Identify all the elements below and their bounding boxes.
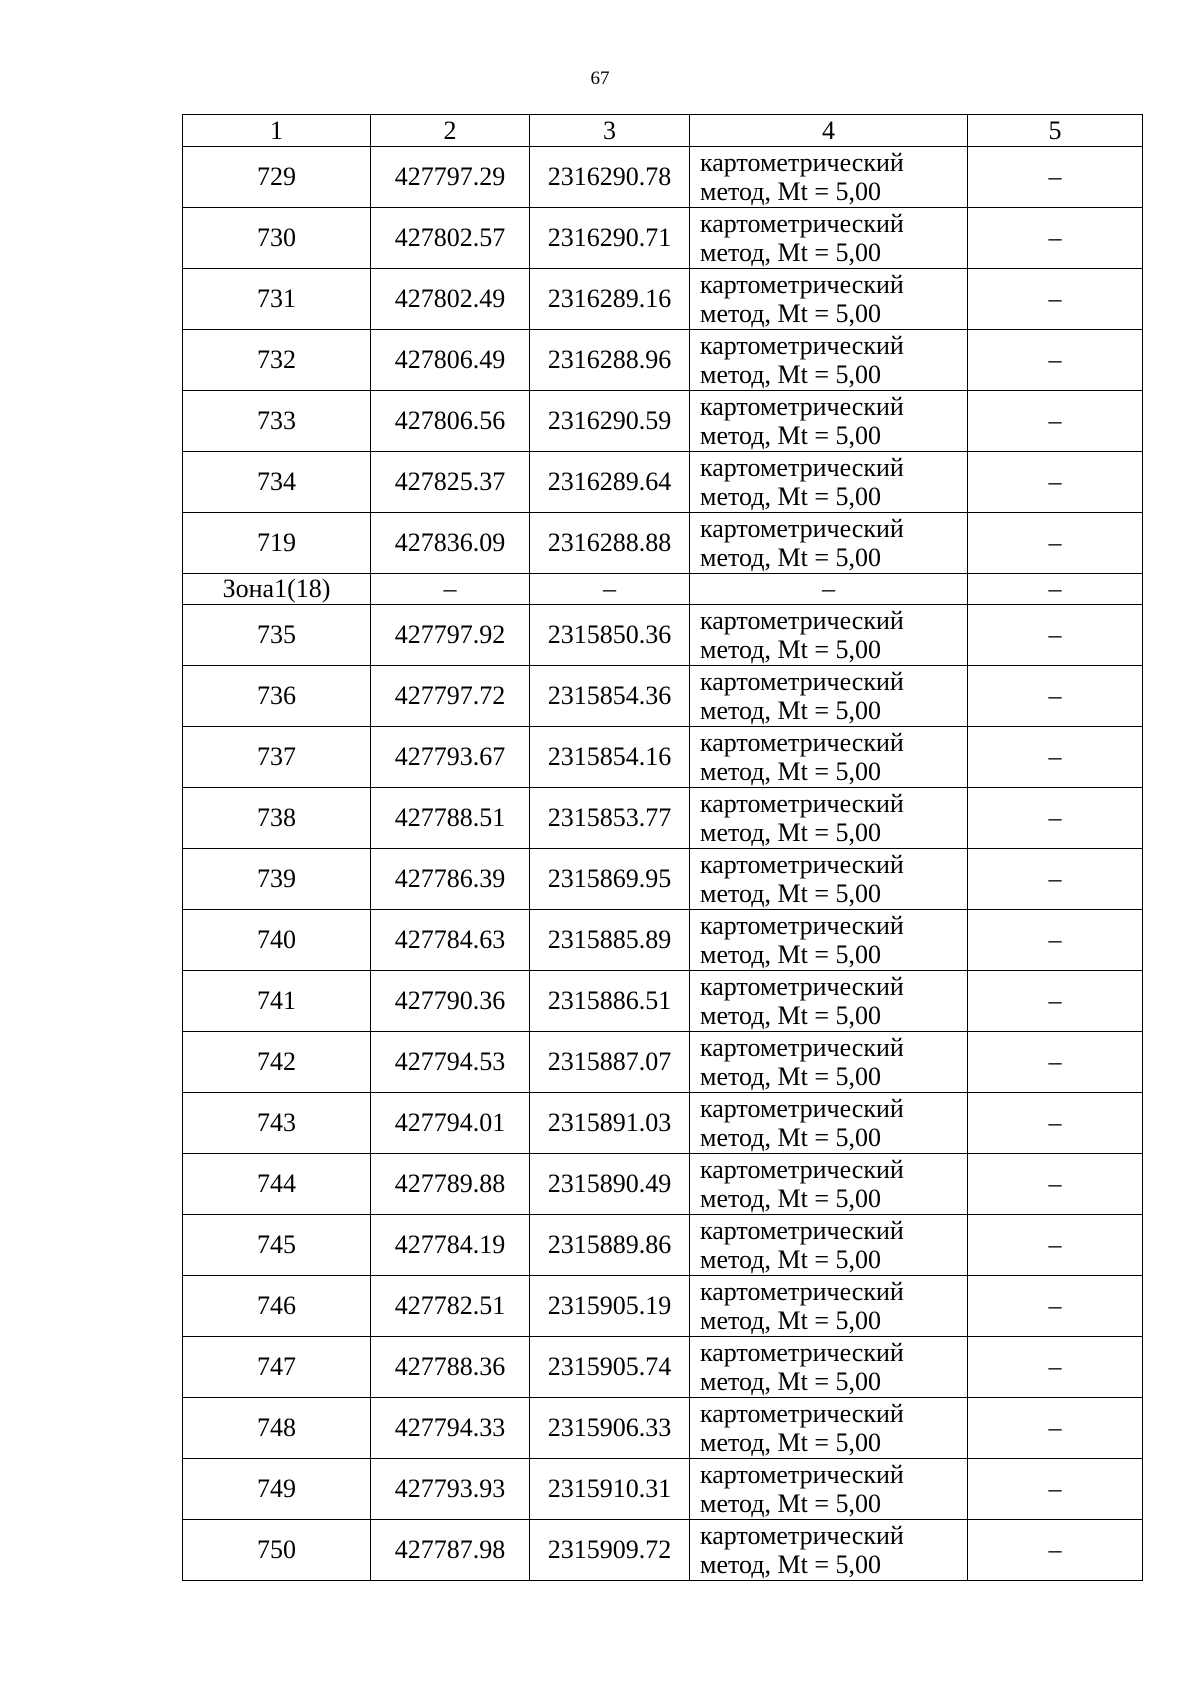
table-row — [183, 1154, 1143, 1215]
method-line-1: картометрический — [700, 1338, 904, 1367]
x-coordinate-cell: 427784.19 — [371, 1215, 530, 1276]
method-line-2: метод, Mt = 5,00 — [700, 1367, 881, 1396]
point-number-cell: 736 — [183, 666, 371, 727]
method-cell — [690, 1337, 968, 1398]
y-coordinate-cell: 2315885.89 — [530, 910, 690, 971]
y-coordinate-cell: 2316290.71 — [530, 208, 690, 269]
point-number-cell: 740 — [183, 910, 371, 971]
method-line-1: картометрический — [700, 667, 904, 696]
table-row — [183, 330, 1143, 391]
note-cell: – — [968, 788, 1143, 849]
point-number-cell: 747 — [183, 1337, 371, 1398]
method-cell — [690, 971, 968, 1032]
method-line-2: метод, Mt = 5,00 — [700, 879, 881, 908]
table-row — [183, 910, 1143, 971]
method-line-2: метод, Mt = 5,00 — [700, 299, 881, 328]
note-cell: – — [968, 666, 1143, 727]
x-coordinate-cell: 427802.49 — [371, 269, 530, 330]
y-coordinate-cell: 2315889.86 — [530, 1215, 690, 1276]
method-cell — [690, 330, 968, 391]
point-number-cell: 744 — [183, 1154, 371, 1215]
table-row — [183, 788, 1143, 849]
page-number: 67 — [590, 68, 610, 89]
point-number-cell: 734 — [183, 452, 371, 513]
zone-row — [183, 574, 1143, 605]
point-number-cell: 730 — [183, 208, 371, 269]
method-cell — [690, 452, 968, 513]
note-cell: – — [968, 208, 1143, 269]
x-coordinate-cell: – — [371, 574, 530, 605]
method-cell — [690, 666, 968, 727]
point-number-cell: 748 — [183, 1398, 371, 1459]
x-coordinate-cell: 427794.53 — [371, 1032, 530, 1093]
y-coordinate-cell: 2315854.16 — [530, 727, 690, 788]
method-line-1: картометрический — [700, 1521, 904, 1550]
table-row — [183, 513, 1143, 574]
x-coordinate-cell: 427782.51 — [371, 1276, 530, 1337]
y-coordinate-cell: 2315853.77 — [530, 788, 690, 849]
x-coordinate-cell: 427836.09 — [371, 513, 530, 574]
note-cell: – — [968, 910, 1143, 971]
x-coordinate-cell: 427794.01 — [371, 1093, 530, 1154]
method-line-2: метод, Mt = 5,00 — [700, 1428, 881, 1457]
x-coordinate-cell: 427797.92 — [371, 605, 530, 666]
method-cell — [690, 1459, 968, 1520]
x-coordinate-cell: 427784.63 — [371, 910, 530, 971]
method-cell — [690, 147, 968, 208]
method-cell — [690, 513, 968, 574]
table-row — [183, 147, 1143, 208]
method-cell — [690, 605, 968, 666]
note-cell: – — [968, 452, 1143, 513]
y-coordinate-cell: 2315906.33 — [530, 1398, 690, 1459]
table-body — [183, 147, 1143, 1581]
method-cell — [690, 727, 968, 788]
y-coordinate-cell: 2315890.49 — [530, 1154, 690, 1215]
method-line-2: метод, Mt = 5,00 — [700, 238, 881, 267]
x-coordinate-cell: 427787.98 — [371, 1520, 530, 1581]
note-cell: – — [968, 269, 1143, 330]
method-line-2: метод, Mt = 5,00 — [700, 1184, 881, 1213]
note-cell: – — [968, 849, 1143, 910]
method-line-1: картометрический — [700, 1460, 904, 1489]
note-cell: – — [968, 971, 1143, 1032]
point-number-cell: 750 — [183, 1520, 371, 1581]
x-coordinate-cell: 427802.57 — [371, 208, 530, 269]
method-cell — [690, 1520, 968, 1581]
note-cell: – — [968, 1093, 1143, 1154]
y-coordinate-cell: 2315886.51 — [530, 971, 690, 1032]
point-number-cell: 733 — [183, 391, 371, 452]
y-coordinate-cell: 2315850.36 — [530, 605, 690, 666]
method-line-2: метод, Mt = 5,00 — [700, 940, 881, 969]
method-line-1: картометрический — [700, 911, 904, 940]
table-row — [183, 1215, 1143, 1276]
x-coordinate-cell: 427793.67 — [371, 727, 530, 788]
note-cell: – — [968, 1032, 1143, 1093]
method-line-2: метод, Mt = 5,00 — [700, 543, 881, 572]
table-header-row — [183, 115, 1143, 147]
method-line-1: картометрический — [700, 1216, 904, 1245]
table-row — [183, 1459, 1143, 1520]
x-coordinate-cell: 427790.36 — [371, 971, 530, 1032]
table-row — [183, 208, 1143, 269]
method-line-1: картометрический — [700, 514, 904, 543]
point-number-cell: 735 — [183, 605, 371, 666]
point-number-cell: 745 — [183, 1215, 371, 1276]
method-cell — [690, 269, 968, 330]
x-coordinate-cell: 427788.51 — [371, 788, 530, 849]
y-coordinate-cell: 2315891.03 — [530, 1093, 690, 1154]
table-row — [183, 605, 1143, 666]
table-row — [183, 666, 1143, 727]
method-line-2: метод, Mt = 5,00 — [700, 360, 881, 389]
x-coordinate-cell: 427806.56 — [371, 391, 530, 452]
method-line-1: картометрический — [700, 209, 904, 238]
method-line-1: картометрический — [700, 728, 904, 757]
table-row — [183, 1276, 1143, 1337]
method-cell — [690, 1398, 968, 1459]
column-header: 4 — [690, 115, 968, 147]
note-cell: – — [968, 1459, 1143, 1520]
method-line-1: картометрический — [700, 1094, 904, 1123]
note-cell: – — [968, 727, 1143, 788]
y-coordinate-cell: 2315905.74 — [530, 1337, 690, 1398]
method-line-2: метод, Mt = 5,00 — [700, 1245, 881, 1274]
point-number-cell: 741 — [183, 971, 371, 1032]
y-coordinate-cell: 2316289.16 — [530, 269, 690, 330]
method-line-2: метод, Mt = 5,00 — [700, 1123, 881, 1152]
method-line-1: картометрический — [700, 148, 904, 177]
table-row — [183, 1032, 1143, 1093]
point-number-cell: 742 — [183, 1032, 371, 1093]
point-number-cell: Зона1(18) — [183, 574, 371, 605]
note-cell: – — [968, 1337, 1143, 1398]
method-line-2: метод, Mt = 5,00 — [700, 1489, 881, 1518]
method-line-2: метод, Mt = 5,00 — [700, 757, 881, 786]
method-line-2: метод, Mt = 5,00 — [700, 1306, 881, 1335]
table-row — [183, 269, 1143, 330]
y-coordinate-cell: 2315869.95 — [530, 849, 690, 910]
x-coordinate-cell: 427789.88 — [371, 1154, 530, 1215]
y-coordinate-cell: 2316289.64 — [530, 452, 690, 513]
point-number-cell: 739 — [183, 849, 371, 910]
point-number-cell: 738 — [183, 788, 371, 849]
point-number-cell: 746 — [183, 1276, 371, 1337]
note-cell: – — [968, 513, 1143, 574]
table-row — [183, 849, 1143, 910]
method-line-1: картометрический — [700, 972, 904, 1001]
x-coordinate-cell: 427806.49 — [371, 330, 530, 391]
column-header: 5 — [968, 115, 1143, 147]
method-line-1: картометрический — [700, 1277, 904, 1306]
note-cell: – — [968, 391, 1143, 452]
method-line-2: метод, Mt = 5,00 — [700, 1550, 881, 1579]
method-line-1: картометрический — [700, 270, 904, 299]
y-coordinate-cell: 2315905.19 — [530, 1276, 690, 1337]
table-row — [183, 452, 1143, 513]
method-line-1: картометрический — [700, 606, 904, 635]
method-line-1: картометрический — [700, 392, 904, 421]
method-line-1: картометрический — [700, 453, 904, 482]
point-number-cell: 749 — [183, 1459, 371, 1520]
note-cell: – — [968, 1520, 1143, 1581]
method-line-1: картометрический — [700, 789, 904, 818]
table-row — [183, 727, 1143, 788]
point-number-cell: 731 — [183, 269, 371, 330]
method-line-2: метод, Mt = 5,00 — [700, 818, 881, 847]
note-cell: – — [968, 147, 1143, 208]
method-line-2: метод, Mt = 5,00 — [700, 1001, 881, 1030]
y-coordinate-cell: 2316290.59 — [530, 391, 690, 452]
method-cell — [690, 1154, 968, 1215]
method-cell — [690, 391, 968, 452]
method-line-2: метод, Mt = 5,00 — [700, 1062, 881, 1091]
x-coordinate-cell: 427788.36 — [371, 1337, 530, 1398]
method-line-2: метод, Mt = 5,00 — [700, 635, 881, 664]
method-cell — [690, 910, 968, 971]
method-cell: – — [690, 574, 968, 605]
x-coordinate-cell: 427793.93 — [371, 1459, 530, 1520]
y-coordinate-cell: 2316288.96 — [530, 330, 690, 391]
method-line-1: картометрический — [700, 1033, 904, 1062]
note-cell: – — [968, 330, 1143, 391]
method-cell — [690, 1276, 968, 1337]
x-coordinate-cell: 427825.37 — [371, 452, 530, 513]
note-cell: – — [968, 605, 1143, 666]
note-cell: – — [968, 574, 1143, 605]
y-coordinate-cell: 2315854.36 — [530, 666, 690, 727]
y-coordinate-cell: 2315887.07 — [530, 1032, 690, 1093]
method-line-2: метод, Mt = 5,00 — [700, 421, 881, 450]
method-line-1: картометрический — [700, 331, 904, 360]
column-header: 1 — [183, 115, 371, 147]
method-line-2: метод, Mt = 5,00 — [700, 482, 881, 511]
method-line-2: метод, Mt = 5,00 — [700, 177, 881, 206]
method-cell — [690, 849, 968, 910]
point-number-cell: 732 — [183, 330, 371, 391]
y-coordinate-cell: 2316288.88 — [530, 513, 690, 574]
method-line-1: картометрический — [700, 1155, 904, 1184]
y-coordinate-cell: 2316290.78 — [530, 147, 690, 208]
table-row — [183, 391, 1143, 452]
point-number-cell: 737 — [183, 727, 371, 788]
point-number-cell: 729 — [183, 147, 371, 208]
point-number-cell: 719 — [183, 513, 371, 574]
method-line-1: картометрический — [700, 1399, 904, 1428]
method-cell — [690, 788, 968, 849]
y-coordinate-cell: 2315909.72 — [530, 1520, 690, 1581]
method-cell — [690, 1093, 968, 1154]
x-coordinate-cell: 427786.39 — [371, 849, 530, 910]
column-header: 2 — [371, 115, 530, 147]
y-coordinate-cell: 2315910.31 — [530, 1459, 690, 1520]
method-cell — [690, 1215, 968, 1276]
x-coordinate-cell: 427797.72 — [371, 666, 530, 727]
note-cell: – — [968, 1154, 1143, 1215]
method-cell — [690, 208, 968, 269]
note-cell: – — [968, 1398, 1143, 1459]
method-line-1: картометрический — [700, 850, 904, 879]
method-cell — [690, 1032, 968, 1093]
x-coordinate-cell: 427794.33 — [371, 1398, 530, 1459]
method-line-2: метод, Mt = 5,00 — [700, 696, 881, 725]
table-row — [183, 1093, 1143, 1154]
y-coordinate-cell: – — [530, 574, 690, 605]
table-row — [183, 971, 1143, 1032]
note-cell: – — [968, 1215, 1143, 1276]
table-row — [183, 1337, 1143, 1398]
note-cell: – — [968, 1276, 1143, 1337]
coordinates-table — [182, 114, 1143, 1581]
point-number-cell: 743 — [183, 1093, 371, 1154]
column-header: 3 — [530, 115, 690, 147]
table-row — [183, 1398, 1143, 1459]
table-row — [183, 1520, 1143, 1581]
x-coordinate-cell: 427797.29 — [371, 147, 530, 208]
